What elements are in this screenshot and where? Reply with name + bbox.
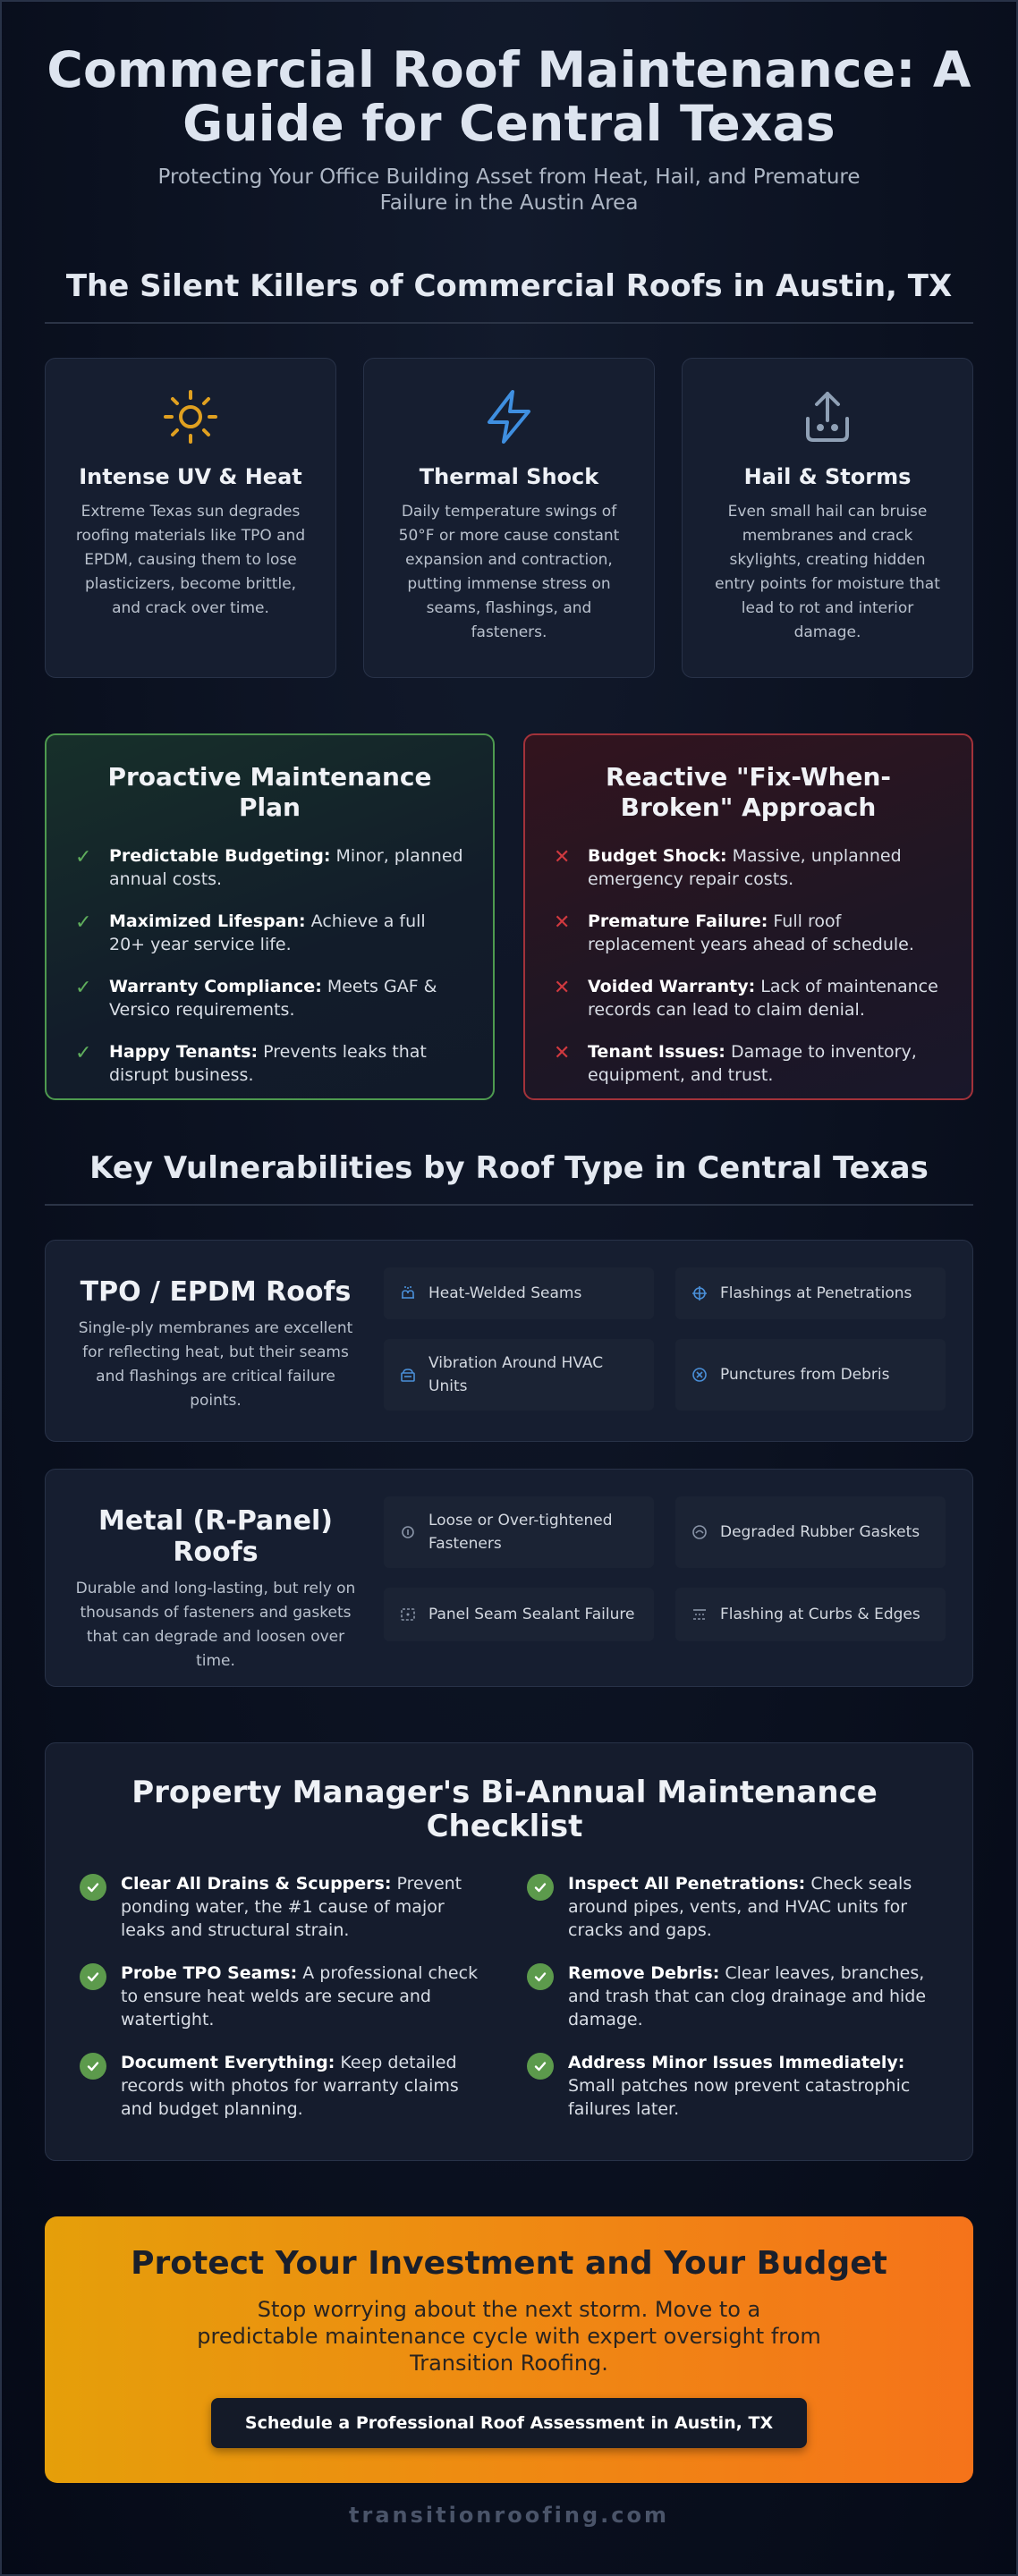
circle-x-icon — [691, 1367, 708, 1383]
share-upload-icon — [709, 387, 946, 446]
check-circle-icon — [80, 1963, 106, 1990]
item-bold: Happy Tenants: — [109, 1042, 259, 1062]
checkmark-icon: ✓ — [75, 911, 92, 934]
item-bold: Warranty Compliance: — [109, 977, 322, 996]
x-mark-icon: ✕ — [554, 911, 571, 934]
roof-type-summary — [72, 1496, 359, 1670]
check-circle-icon — [80, 2053, 106, 2080]
check-circle-icon — [527, 1963, 554, 1990]
item-bold: Tenant Issues: — [588, 1042, 725, 1062]
threat-title: Hail & Storms — [743, 464, 912, 489]
cta-text: Stop worrying about the next storm. Move to a predictable maintenance cycle with expert oversight from Transition Roofing. — [197, 2297, 821, 2376]
list-item — [554, 975, 943, 1021]
vulnerability-label: Heat-Welded Seams — [428, 1284, 582, 1302]
threat-text: Even small hail can bruise membranes and crack skylights, creating hidden entry points for moisture that lead to rot and interior damage. — [715, 503, 940, 641]
reactive-approach-title: Reactive "Fix-When-Broken" Approach — [605, 762, 892, 822]
list-item — [75, 844, 464, 891]
proactive-benefits-list — [75, 844, 464, 1087]
item-text: Prevents leaks that disrupt business. — [109, 1042, 427, 1085]
threat-card-uv-heat — [45, 358, 336, 678]
hvac-unit-icon — [400, 1367, 416, 1383]
checklist-item — [80, 1962, 482, 2031]
vulnerability-item — [384, 1339, 654, 1411]
fastener-icon — [400, 1524, 416, 1540]
checklist-item — [527, 1962, 929, 2031]
schedule-assessment-button[interactable]: Schedule a Professional Roof Assessment in Austin, TX — [211, 2398, 807, 2448]
item-text: Achieve a full 20+ year service life. — [109, 911, 426, 954]
item-text: Small patches now prevent catastrophic failures later. — [568, 2076, 911, 2119]
item-text: Meets GAF & Versico requirements. — [109, 977, 437, 1020]
checkmark-icon: ✓ — [75, 846, 92, 869]
threat-card-thermal-shock — [363, 358, 655, 678]
item-text: Check seals around pipes, vents, and HVAC units for cracks and gaps. — [568, 1874, 912, 1940]
checklist-item — [80, 2051, 482, 2121]
vulnerability-item — [384, 1496, 654, 1568]
checklist-title: Property Manager's Bi-Annual Maintenance Checklist — [131, 1775, 878, 1844]
proactive-plan-card — [45, 733, 495, 1100]
reactive-risks-list — [554, 844, 943, 1087]
check-circle-icon — [80, 1874, 106, 1901]
vulnerability-label: Flashings at Penetrations — [720, 1284, 912, 1302]
item-text: Damage to inventory, equipment, and trust. — [588, 1042, 917, 1085]
vulnerabilities-section-title: Key Vulnerabilities by Roof Type in Central Texas — [45, 1150, 973, 1206]
roof-type-title: Metal (R-Panel) Roofs — [98, 1505, 333, 1568]
vulnerability-label: Loose or Over-tightened Fasteners — [428, 1512, 613, 1553]
item-bold: Probe TPO Seams: — [121, 1963, 298, 1983]
threat-card-hail-storms — [682, 358, 973, 678]
checklist-grid — [80, 1872, 929, 2121]
vulnerability-item — [675, 1267, 946, 1319]
vulnerability-item — [675, 1496, 946, 1568]
item-text: Lack of maintenance records can lead to claim denial. — [588, 977, 938, 1020]
item-text: Keep detailed records with photos for warranty claims and budget planning. — [121, 2053, 459, 2119]
check-circle-icon — [527, 1874, 554, 1901]
seam-weld-icon — [400, 1285, 416, 1301]
vulnerability-label: Vibration Around HVAC Units — [428, 1354, 604, 1395]
checklist-item — [80, 1872, 482, 1942]
page-title: Commercial Roof Maintenance: A Guide for Central Texas — [47, 41, 971, 152]
check-circle-icon — [527, 2053, 554, 2080]
vulnerability-item — [384, 1267, 654, 1319]
checklist-item — [527, 1872, 929, 1942]
item-bold: Inspect All Penetrations: — [568, 1874, 806, 1894]
killers-section-title: The Silent Killers of Commercial Roofs in Austin, TX — [45, 268, 973, 324]
x-mark-icon: ✕ — [554, 846, 571, 869]
threat-cards — [45, 358, 973, 678]
crosshair-icon — [691, 1285, 708, 1301]
item-text: Clear leaves, branches, and trash that can clog drainage and hide damage. — [568, 1963, 927, 2029]
sun-icon — [72, 387, 309, 446]
list-item — [75, 975, 464, 1021]
item-bold: Predictable Budgeting: — [109, 846, 331, 866]
item-bold: Remove Debris: — [568, 1963, 720, 1983]
threat-title: Thermal Shock — [419, 464, 599, 489]
list-item — [554, 910, 943, 956]
maintenance-comparison — [45, 733, 973, 1100]
list-item — [554, 1040, 943, 1087]
flashing-edge-icon — [691, 1606, 708, 1623]
lightning-icon — [391, 387, 627, 446]
footer-site-link[interactable]: transitionroofing.com — [349, 2503, 669, 2528]
roof-type-text: Single-ply membranes are excellent for reflecting heat, but their seams and flashings are critical failure points. — [78, 1319, 353, 1410]
checkmark-icon: ✓ — [75, 977, 92, 999]
threat-text: Daily temperature swings of 50°F or more cause constant expansion and contraction, putting immense stress on seams, flashings, and fasteners. — [398, 503, 620, 641]
list-item — [75, 1040, 464, 1087]
item-text: Massive, unplanned emergency repair costs. — [588, 846, 902, 889]
item-bold: Clear All Drains & Scuppers: — [121, 1874, 392, 1894]
item-text: Minor, planned annual costs. — [109, 846, 463, 889]
vulnerability-label: Punctures from Debris — [720, 1366, 890, 1384]
x-mark-icon: ✕ — [554, 1042, 571, 1064]
item-text: Prevent ponding water, the #1 cause of major leaks and structural strain. — [121, 1874, 462, 1940]
list-item — [75, 910, 464, 956]
threat-text: Extreme Texas sun degrades roofing materials like TPO and EPDM, causing them to lose plasticizers, become brittle, and crack over time. — [75, 503, 306, 617]
item-text: Full roof replacement years ahead of schedule. — [588, 911, 914, 954]
call-to-action — [45, 2216, 973, 2483]
item-bold: Budget Shock: — [588, 846, 727, 866]
checklist-item — [527, 2051, 929, 2121]
threat-title: Intense UV & Heat — [79, 464, 302, 489]
vulnerability-item — [675, 1588, 946, 1641]
roof-type-text: Durable and long-lasting, but rely on thousands of fasteners and gaskets that can degrade and loosen over time. — [75, 1580, 356, 1670]
roof-type-summary — [72, 1267, 359, 1414]
checkmark-icon: ✓ — [75, 1042, 92, 1064]
item-bold: Address Minor Issues Immediately: — [568, 2053, 905, 2072]
vulnerability-label: Panel Seam Sealant Failure — [428, 1606, 635, 1623]
item-text: A professional check to ensure heat welds are secure and watertight. — [121, 1963, 479, 2029]
x-mark-icon: ✕ — [554, 977, 571, 999]
vulnerability-label: Degraded Rubber Gaskets — [720, 1523, 920, 1541]
reactive-approach-card — [523, 733, 973, 1100]
hero-header — [45, 2, 973, 216]
maintenance-checklist — [45, 1742, 973, 2161]
vulnerability-label: Flashing at Curbs & Edges — [720, 1606, 920, 1623]
page-subtitle: Protecting Your Office Building Asset from Heat, Hail, and Premature Failure in the Austin Area — [157, 165, 861, 215]
roof-type-card-metal — [45, 1469, 973, 1687]
item-bold: Maximized Lifespan: — [109, 911, 306, 931]
vulnerability-item — [675, 1339, 946, 1411]
item-bold: Premature Failure: — [588, 911, 768, 931]
roof-type-card-tpo-epdm — [45, 1240, 973, 1442]
panel-seam-icon — [400, 1606, 416, 1623]
vulnerability-grid — [384, 1496, 946, 1659]
proactive-plan-title: Proactive Maintenance Plan — [107, 762, 432, 822]
roof-type-title: TPO / EPDM Roofs — [80, 1276, 352, 1308]
item-bold: Document Everything: — [121, 2053, 335, 2072]
gasket-icon — [691, 1524, 708, 1540]
cta-title: Protect Your Investment and Your Budget — [131, 2245, 887, 2282]
item-bold: Voided Warranty: — [588, 977, 756, 996]
vulnerability-grid — [384, 1267, 946, 1414]
vulnerability-item — [384, 1588, 654, 1641]
list-item — [554, 844, 943, 891]
